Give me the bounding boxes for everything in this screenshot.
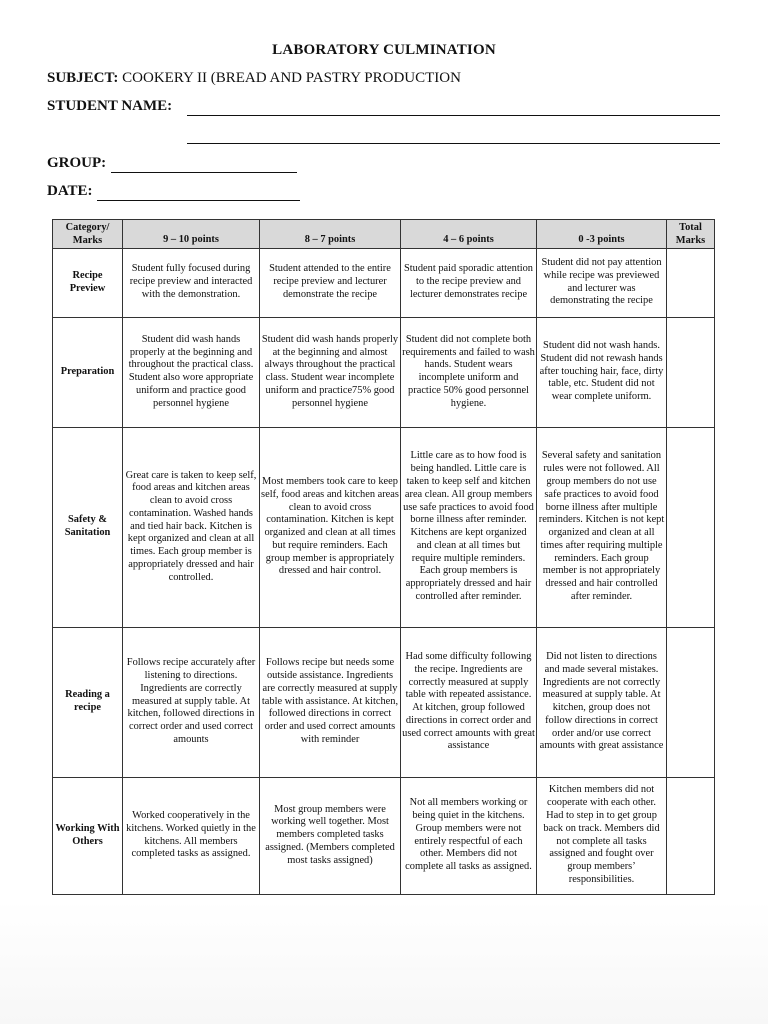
page-bottom-shade <box>0 900 768 1024</box>
group-label: GROUP: <box>47 155 107 171</box>
student-name-blank[interactable] <box>187 115 720 116</box>
rubric-cell: Student paid sporadic attention to the recipe preview and lecturer demonstrates recipe <box>401 248 537 317</box>
rubric-cell: Worked cooperatively in the kitchens. Worked quietly in the kitchens. All members completed tasks as assigned. <box>123 777 260 894</box>
subject-value: COOKERY II (BREAD AND PASTRY PRODUCTION <box>118 70 461 86</box>
table-header-row <box>53 220 715 249</box>
row-category: Safety & Sanitation <box>53 427 123 627</box>
rubric-cell: Student did not pay attention while recipe was previewed and lecturer was demonstrating the recipe <box>537 248 667 317</box>
row-category: Preparation <box>53 317 123 427</box>
rubric-cell: Student did not complete both requirements and failed to wash hands. Student wears incomplete uniform and practice 50% good personnel hygiene. <box>401 317 537 427</box>
student-name-label: STUDENT NAME: <box>47 98 173 114</box>
total-marks-cell[interactable] <box>667 427 715 627</box>
date-blank[interactable] <box>97 200 300 201</box>
total-marks-cell[interactable] <box>667 627 715 777</box>
group-blank[interactable] <box>111 172 297 173</box>
total-marks-cell[interactable] <box>667 777 715 894</box>
rubric-cell: Student did wash hands properly at the beginning and almost always throughout the practical class. Student wear incomplete uniform and practice75% good personnel hygiene <box>260 317 401 427</box>
table-row <box>53 248 715 317</box>
subject-line <box>47 70 461 87</box>
date-line <box>47 183 93 200</box>
rubric-cell: Student fully focused during recipe preview and interacted with the demonstration. <box>123 248 260 317</box>
rubric-cell: Had some difficulty following the recipe. Ingredients are correctly measured at supply table with repeated assistance. At kitchen, group followed directions in correct order and used correct amounts with great assistance <box>401 627 537 777</box>
rubric-cell: Several safety and sanitation rules were not followed. All group members do not use safe practices to avoid food borne illness after multiple reminders. Kitchen is not kept organized and clean at all times after requiring multiple reminders. Each group member is not appropriately dressed and hair controlled after reminder. <box>537 427 667 627</box>
rubric-cell: Student did not wash hands. Student did not rewash hands after touching hair, face, dirty table, etc. Student did not wear complete uniform. <box>537 317 667 427</box>
table-row <box>53 627 715 777</box>
rubric-cell: Most group members were working well together. Most members completed tasks assigned. (Members completed most tasks assigned) <box>260 777 401 894</box>
rubric-cell: Follows recipe accurately after listening to directions. Ingredients are correctly measured at supply table. At kitchen, followed directions in correct order and used correct amounts <box>123 627 260 777</box>
date-label: DATE: <box>47 183 93 199</box>
group-line <box>47 155 106 172</box>
subject-label: SUBJECT: <box>47 70 119 86</box>
rubric-cell: Little care as to how food is being handled. Little care is taken to keep self and kitchen area clean. All group members use safe practices to avoid food borne illness after reminder. Kitchens are kept organized and clean at all times but require multiple reminders. Each group members is appropriately dressed and hair controlled after reminder. <box>401 427 537 627</box>
table-row <box>53 427 715 627</box>
rubric-cell: Follows recipe but needs some outside assistance. Ingredients are correctly measured at supply table with assistance. At kitchen, followed directions in correct order and used correct amounts with reminder <box>260 627 401 777</box>
rubric-cell: Student attended to the entire recipe preview and lecturer demonstrate the recipe <box>260 248 401 317</box>
header-category: Category/ Marks <box>53 220 123 249</box>
table-row <box>53 317 715 427</box>
rubric-cell: Did not listen to directions and made several mistakes. Ingredients are not correctly measured at supply table. At kitchen, group does not follow directions in correct order and/or use correct amounts with great assistance <box>537 627 667 777</box>
total-marks-cell[interactable] <box>667 317 715 427</box>
student-name-blank-2[interactable] <box>187 143 720 144</box>
rubric-table <box>52 219 715 895</box>
rubric-cell: Most members took care to keep self, food areas and kitchen areas clean to avoid cross contamination. Kitchen is kept organized and clean at all times but require reminders. Each group member is appropriately dressed and hair control. <box>260 427 401 627</box>
table-row <box>53 777 715 894</box>
student-name-line <box>47 98 172 115</box>
row-category: Reading a recipe <box>53 627 123 777</box>
header-0-3-points: 0 -3 points <box>537 220 667 249</box>
rubric-cell: Kitchen members did not cooperate with each other. Had to step in to get group back on track. Members did not complete all tasks assigned and fought over group members’ responsibilities. <box>537 777 667 894</box>
header-9-10-points: 9 – 10 points <box>123 220 260 249</box>
header-4-6-points: 4 – 6 points <box>401 220 537 249</box>
header-8-7-points: 8 – 7 points <box>260 220 401 249</box>
row-category: Recipe Preview <box>53 248 123 317</box>
row-category: Working With Others <box>53 777 123 894</box>
rubric-cell: Great care is taken to keep self, food areas and kitchen areas clean to avoid cross contamination. Washed hands and tied hair back. Kitchen is kept organized and clean at all times. Each group member is appropriately dressed and hair controlled. <box>123 427 260 627</box>
document-title: LABORATORY CULMINATION <box>272 42 496 58</box>
total-marks-cell[interactable] <box>667 248 715 317</box>
rubric-cell: Not all members working or being quiet in the kitchens. Group members were not entirely respectful of each other. Members did not complete all tasks as assigned. <box>401 777 537 894</box>
header-total-marks: Total Marks <box>667 220 715 249</box>
rubric-cell: Student did wash hands properly at the beginning and throughout the practical class. Student also wore appropriate uniform and practice good personnel hygiene <box>123 317 260 427</box>
